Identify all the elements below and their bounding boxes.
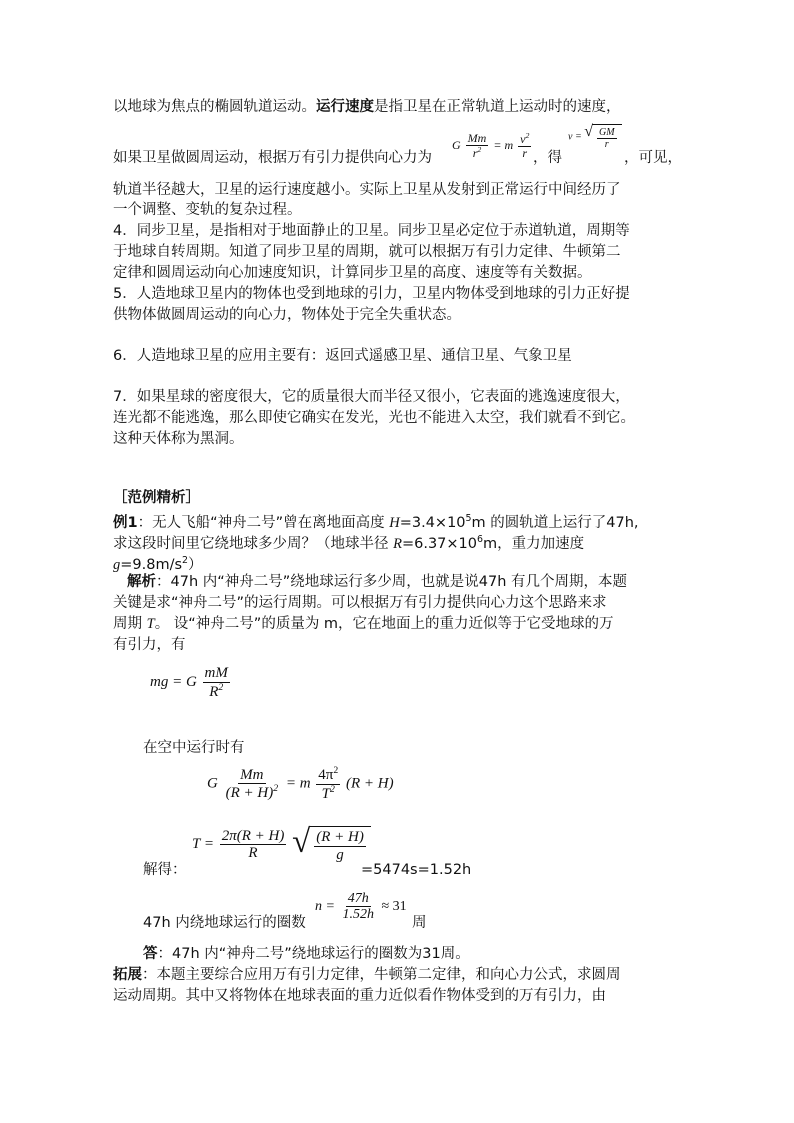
orbit-line-2a: 如果卫星做圆周运动，根据万有引力提供向心力为 — [113, 150, 432, 166]
extension-text-1: ：本题主要综合应用万有引力定律，牛顿第二定律，和向心力公式，求圆周 — [142, 967, 621, 983]
formula-gravity-centripetal — [452, 132, 533, 160]
analysis-text-3b: 。 设“神舟二号”的质量为 m，它在地面上的重力近似等于它受地球的万 — [154, 616, 614, 632]
f1-num2: v — [520, 132, 526, 146]
term-orbit-speed: 运行速度 — [316, 99, 374, 115]
f4-den-wrap — [224, 784, 280, 802]
extension-line-2: 运动周期。其中又将物体在地球表面的重力近似看作物体受到的万有引力，由 — [113, 988, 606, 1004]
f1-num2-wrap — [518, 132, 531, 147]
extension-label: 拓展 — [113, 967, 142, 983]
f1-num: Mm — [467, 131, 487, 145]
f2-den: r — [604, 139, 609, 150]
f4-den-exp: 2 — [273, 783, 279, 794]
f3-frac — [203, 665, 230, 700]
f5-frac — [220, 828, 287, 862]
f1-den-exp: 2 — [477, 145, 482, 155]
f1-frac-1 — [466, 132, 489, 160]
f4-den: (R + H) — [225, 785, 274, 801]
orbit-text-2b: ，得 — [533, 150, 562, 166]
f5-den: R — [248, 845, 258, 861]
section-title: ［范例精析］ — [113, 490, 200, 506]
var-T: T — [146, 616, 155, 632]
var-g: g — [113, 556, 121, 573]
var-R: R — [393, 535, 402, 552]
f1-den: r — [472, 146, 478, 161]
example-text-1b: =3.4×10 — [399, 514, 466, 531]
example-text-1a: ：无人飞船“神舟二号”曾在离地面高度 — [137, 514, 390, 531]
f2-sqrt — [584, 124, 621, 150]
orbit-text-2c: ，可见， — [624, 150, 682, 166]
example-text-2b: =6.37×10 — [401, 535, 478, 552]
item4-line-1: 4．同步卫星，是指相对于地面静止的卫星。同步卫星必定位于赤道轨道，周期等 — [113, 223, 630, 239]
f4-num2-wrap — [316, 766, 340, 785]
f6-lhs: n = — [315, 899, 335, 915]
f6-approx: ≈ 31 — [381, 899, 407, 915]
f1-den2: r — [522, 146, 528, 161]
formula-surface-gravity — [150, 665, 232, 700]
f6-den: 1.52h — [342, 907, 374, 923]
f5-rad-frac — [314, 829, 366, 863]
item5-line-2: 供物体做圆周运动的向心力，物体处于完全失重状态。 — [113, 307, 461, 323]
orbit-text-1a: 以地球为焦点的椭圆轨道运动。 — [113, 99, 316, 115]
f4-num2: 4π — [318, 767, 334, 783]
f1-den-wrap — [471, 146, 484, 160]
f4-den2: T — [321, 785, 330, 802]
f4-frac-1 — [224, 767, 280, 802]
f6-num: 47h — [347, 891, 369, 906]
f4-tail: (R + H) — [346, 775, 394, 792]
f5-lhs: T = — [192, 835, 214, 852]
f1-eq-m: = m — [493, 137, 514, 152]
example-text-1c: m 的圆轨道上运行了47h, — [471, 514, 639, 531]
f1-num2-exp: 2 — [525, 131, 530, 140]
analysis-text-3a: 周期 — [113, 616, 147, 632]
f4-den2-wrap — [320, 785, 337, 803]
f2-radical: √ — [584, 123, 593, 140]
f2-under — [592, 124, 622, 150]
f4-num: Mm — [240, 766, 264, 783]
formula-turns — [315, 891, 407, 923]
f6-frac — [340, 891, 376, 923]
f2-v: v = — [568, 131, 582, 143]
solve-label: 解得： — [143, 862, 187, 878]
f5-under — [309, 826, 371, 863]
f4-frac-2 — [316, 766, 340, 802]
orbit-line-3: 轨道半径越大，卫星的运行速度越小。实际上卫星从发射到正常运行中间经历了 — [113, 182, 621, 198]
example-label: 例1 — [113, 514, 138, 531]
formula-orbit-period — [207, 766, 394, 802]
f3-den: R — [209, 683, 219, 700]
f5-radical: √ — [292, 824, 311, 860]
f4-den2-exp: 2 — [330, 783, 335, 795]
exp-5: 5 — [465, 513, 472, 524]
formula-orbit-speed — [568, 124, 622, 150]
example-text-3a: =9.8m/s — [120, 556, 183, 573]
orbit-line-1 — [113, 97, 621, 117]
formula-period-solution — [192, 826, 371, 863]
answer-label: 答 — [143, 946, 158, 962]
item4-line-2: 于地球自转周期。知道了同步卫星的周期，就可以根据万有引力定律、牛顿第二 — [113, 244, 621, 260]
analysis-line-4: 有引力，有 — [113, 637, 186, 653]
example-text-2a: 求这段时间里它绕地球多少周？（地球半径 — [113, 535, 394, 552]
f2-num: GM — [598, 127, 615, 138]
orbit-text-1c: 是指卫星在正常轨道上运动时的速度， — [374, 99, 621, 115]
item5-line-1: 5．人造地球卫星内的物体也受到地球的引力，卫星内物体受到地球的引力正好提 — [113, 286, 630, 302]
solve-result: =5474s=1.52h — [361, 862, 472, 878]
exp-6: 6 — [477, 534, 484, 545]
item7-line-3: 这种天体称为黑洞。 — [113, 431, 244, 447]
f5-sqrt — [292, 826, 371, 863]
analysis-line-3 — [113, 614, 614, 634]
f5-num: 2π(R + H) — [221, 827, 285, 844]
f5-rad-den: g — [336, 846, 344, 863]
f3-den-wrap — [207, 683, 225, 701]
f2-frac — [597, 127, 617, 150]
analysis-text-1: ：47h 内“神舟二号”绕地球运行多少周，也就是说47h 有几个周期，本题 — [156, 574, 628, 590]
exp-2: 2 — [182, 555, 189, 566]
orbit-line-4: 一个调整、变轨的复杂过程。 — [113, 202, 302, 218]
turns-unit: 周 — [412, 915, 427, 931]
f3-num: mM — [204, 665, 228, 681]
f3-lhs: mg = G — [150, 673, 197, 690]
f1-G: G — [452, 137, 461, 152]
example-text-2c: m，重力加速度 — [483, 535, 585, 552]
extension-line-1 — [113, 965, 621, 985]
f1-frac-2 — [518, 132, 531, 160]
analysis-line-2: 关键是求“神舟二号”的运行周期。可以根据万有引力提供向心力这个思路来求 — [113, 595, 607, 611]
item6-line: 6．人造地球卫星的应用主要有：返回式遥感卫星、通信卫星、气象卫星 — [113, 348, 572, 364]
example-text-3b: ） — [188, 556, 203, 573]
f4-num2-exp: 2 — [333, 765, 339, 776]
analysis-label: 解析 — [127, 574, 156, 590]
turns-label: 47h 内绕地球运行的圈数 — [143, 915, 306, 931]
f4-eq: = m — [285, 775, 311, 792]
item4-line-3: 定律和圆周运动向心加速度知识，计算同步卫星的高度、速度等有关数据。 — [113, 265, 592, 281]
analysis-line-1 — [127, 572, 627, 592]
f3-den-exp: 2 — [218, 681, 224, 693]
f4-G: G — [207, 775, 218, 792]
item7-line-1: 7．如果星球的密度很大，它的质量很大而半径又很小，它表面的逃逸速度很大， — [113, 389, 630, 405]
answer-line — [143, 944, 470, 964]
answer-text: ：47h 内“神舟二号”绕地球运行的圈数为31周。 — [157, 946, 470, 962]
item7-line-2: 连光都不能逃逸，那么即使它确实在发光，光也不能进入太空，我们就看不到它。 — [113, 410, 635, 426]
f5-rad-num: (R + H) — [316, 829, 364, 845]
in-space-text: 在空中运行时有 — [143, 740, 245, 756]
var-H: H — [389, 514, 400, 531]
